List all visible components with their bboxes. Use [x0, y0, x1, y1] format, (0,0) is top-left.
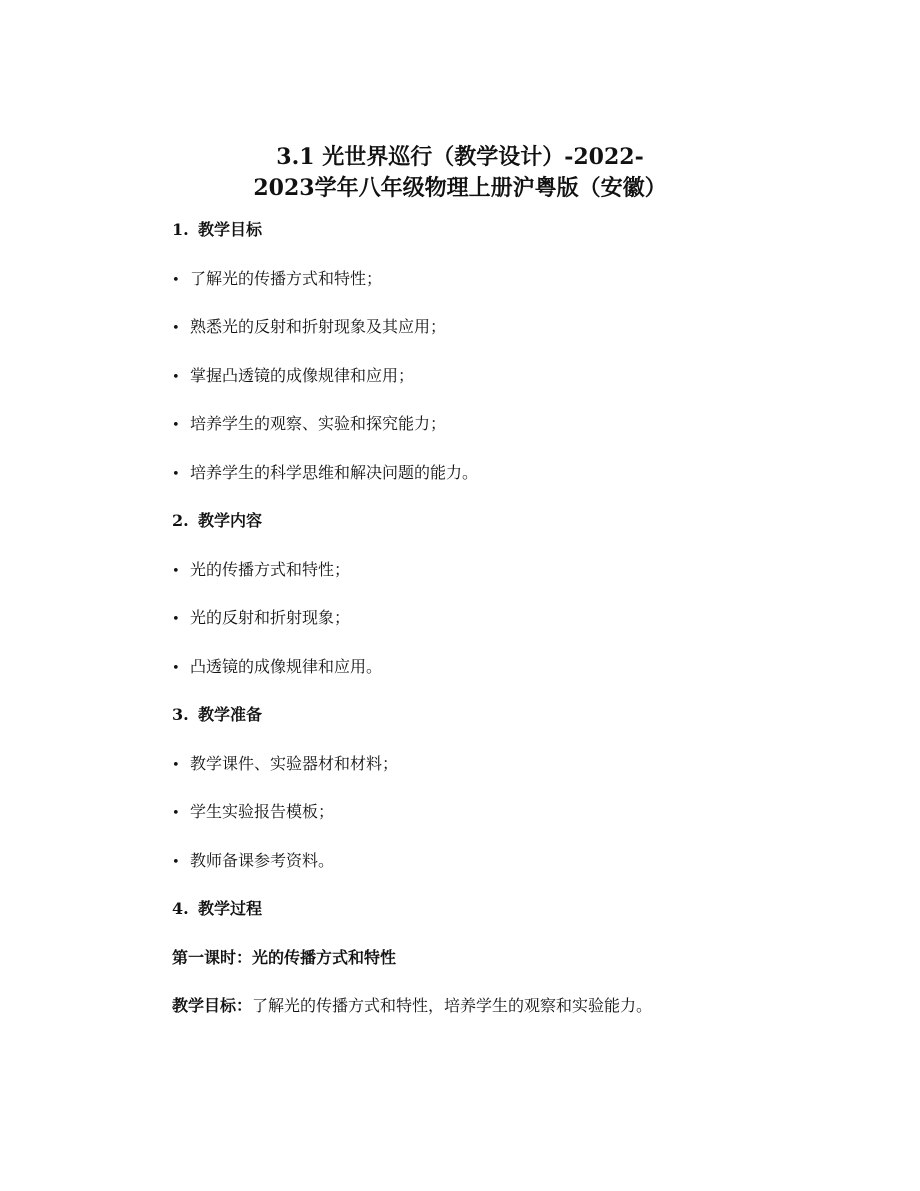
list-item: • 光的传播方式和特性； — [172, 556, 772, 605]
section-title: 教学过程 — [198, 899, 263, 918]
list-item: • 凸透镜的成像规律和应用。 — [172, 653, 772, 702]
section-number: 4. — [172, 899, 189, 918]
section-title: 教学内容 — [198, 511, 263, 530]
list-item: • 教学课件、实验器材和材料； — [172, 750, 772, 799]
bullet-icon: • — [172, 806, 180, 821]
bullet-icon: • — [172, 466, 180, 482]
list-item: • 培养学生的科学思维和解决问题的能力。 — [172, 459, 772, 508]
list-item: • 学生实验报告模板； — [172, 798, 772, 847]
section-heading-process — [172, 895, 772, 944]
bullet-icon: • — [172, 660, 180, 676]
bullet-icon: • — [172, 563, 180, 579]
lesson-goal-text: 了解光的传播方式和特性，培养学生的观察和实验能力。 — [252, 996, 653, 1015]
list-item: • 光的反射和折射现象； — [172, 604, 772, 653]
bullet-icon: • — [172, 612, 180, 627]
bullet-icon: • — [172, 321, 180, 336]
title-line-2: 2023学年八年级物理上册沪粤版（安徽） — [253, 175, 667, 201]
document-body — [172, 216, 772, 1041]
list-item: • 熟悉光的反射和折射现象及其应用； — [172, 313, 772, 362]
lesson-goal-label: 教学目标： — [172, 996, 253, 1015]
section-heading-objectives — [172, 216, 772, 265]
lesson-heading: 第一课时：光的传播方式和特性 — [172, 947, 397, 967]
section-title: 教学目标 — [198, 220, 263, 239]
bullet-icon: • — [172, 418, 180, 433]
section-title: 教学准备 — [198, 705, 263, 724]
document-title — [0, 142, 920, 204]
list-item: • 培养学生的观察、实验和探究能力； — [172, 410, 772, 459]
lesson-goal — [172, 992, 772, 1041]
bullet-icon: • — [172, 272, 180, 288]
section-heading-content — [172, 507, 772, 556]
bullet-icon: • — [172, 757, 180, 773]
section-number: 2. — [172, 511, 189, 530]
section-heading-preparation — [172, 701, 772, 750]
list-item: • 了解光的传播方式和特性； — [172, 265, 772, 314]
section-number: 3. — [172, 705, 189, 724]
section-number: 1. — [172, 220, 189, 239]
bullet-icon: • — [172, 369, 180, 385]
title-line-1: 3.1 光世界巡行（教学设计）-2022- — [276, 144, 644, 170]
bullet-icon: • — [172, 854, 180, 870]
list-item: • 教师备课参考资料。 — [172, 847, 772, 896]
list-item: • 掌握凸透镜的成像规律和应用； — [172, 362, 772, 411]
